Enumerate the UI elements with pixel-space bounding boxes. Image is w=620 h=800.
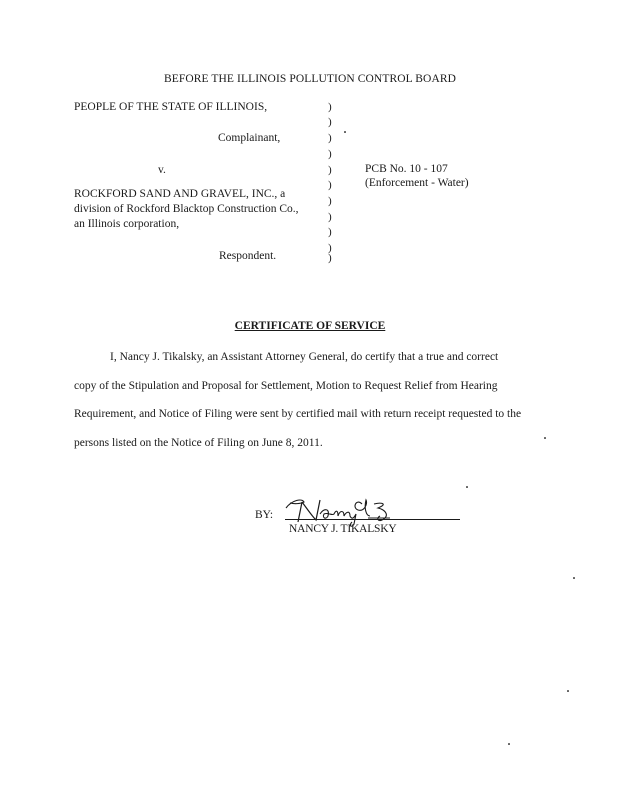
- signer-name: NANCY J. TIKALSKY: [289, 523, 397, 535]
- caption-paren: ): [328, 164, 332, 176]
- body-line: I, Nancy J. Tikalsky, an Assistant Attorney General, do certify that a true and correct: [110, 351, 499, 363]
- complainant-party: PEOPLE OF THE STATE OF ILLINOIS,: [74, 101, 268, 113]
- case-type: (Enforcement - Water): [365, 177, 469, 189]
- body-line: copy of the Stipulation and Proposal for Settlement, Motion to Request Relief from Hearing: [74, 380, 498, 392]
- by-label: BY:: [255, 509, 274, 521]
- respondent-corporation: an Illinois corporation,: [74, 218, 180, 230]
- signature-line: [285, 519, 460, 520]
- board-heading: BEFORE THE ILLINOIS POLLUTION CONTROL BOARD: [163, 73, 457, 85]
- versus-label: v.: [158, 164, 166, 176]
- scan-speck: [508, 743, 510, 745]
- caption-paren: ): [328, 101, 332, 113]
- respondent-division: division of Rockford Blacktop Construction Co.,: [74, 203, 299, 215]
- scan-speck: [544, 437, 546, 439]
- scan-speck: [344, 131, 346, 133]
- caption-paren: ): [328, 242, 332, 254]
- scan-speck: [567, 690, 569, 692]
- case-number: PCB No. 10 - 107: [365, 163, 448, 175]
- complainant-role: Complainant,: [218, 132, 281, 144]
- caption-paren: ): [328, 226, 332, 238]
- body-line: persons listed on the Notice of Filing on June 8, 2011.: [74, 437, 323, 449]
- respondent-role: Respondent.: [219, 250, 277, 262]
- caption-paren: ): [328, 252, 332, 264]
- caption-paren: ): [328, 211, 332, 223]
- respondent-name: ROCKFORD SAND AND GRAVEL, INC., a: [74, 188, 286, 200]
- scan-speck: [466, 486, 468, 488]
- caption-paren: ): [328, 148, 332, 160]
- caption-paren: ): [328, 116, 332, 128]
- caption-paren: ): [328, 195, 332, 207]
- certificate-title: CERTIFICATE OF SERVICE: [234, 320, 386, 332]
- caption-paren: ): [328, 132, 332, 144]
- caption-paren: ): [328, 179, 332, 191]
- scan-speck: [573, 577, 575, 579]
- body-line: Requirement, and Notice of Filing were sent by certified mail with return receipt requested to the: [74, 408, 522, 420]
